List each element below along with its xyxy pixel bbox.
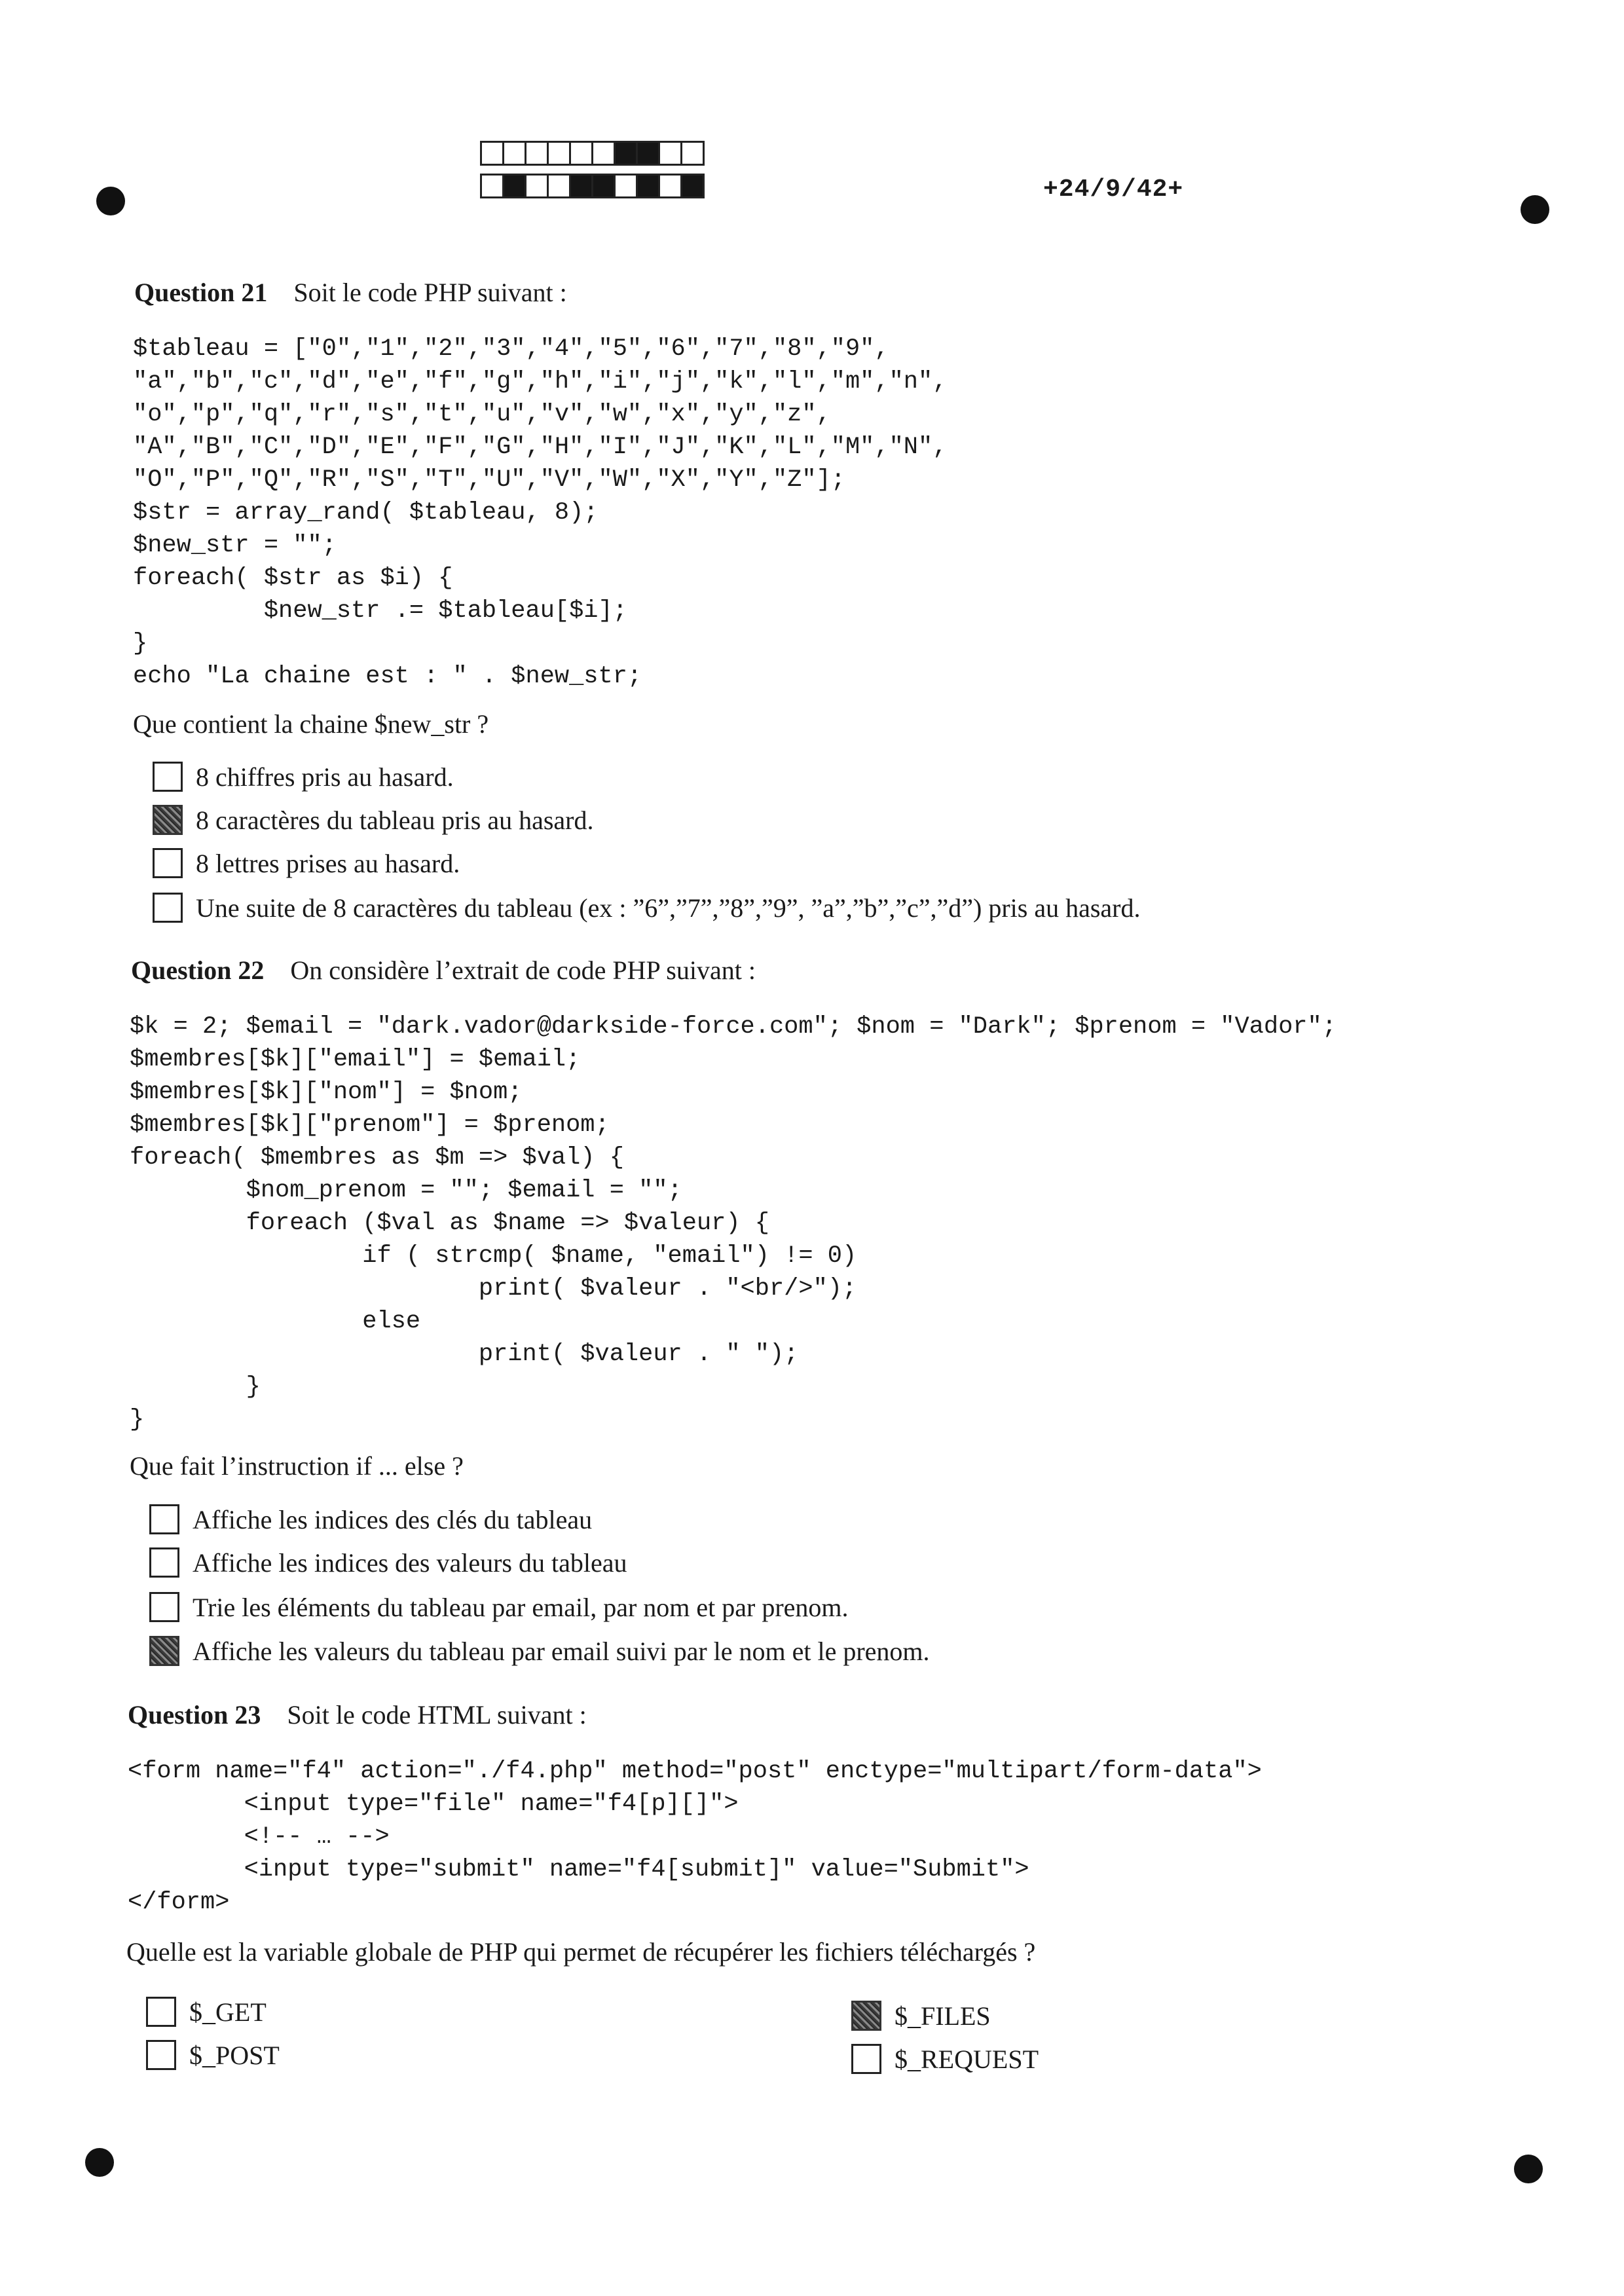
question-title: On considère l’extrait de code PHP suivant : — [290, 955, 756, 985]
barcode-cell — [591, 174, 616, 198]
answer-label: Affiche les indices des clés du tableau — [193, 1504, 593, 1534]
corner-marker-bottom-right — [1514, 2155, 1543, 2183]
answer-option[interactable] — [149, 1590, 849, 1624]
answer-label: 8 chiffres pris au hasard. — [196, 762, 454, 792]
question-23-prompt: Quelle est la variable globale de PHP qui permet de récupérer les fichiers téléchargés ? — [126, 1937, 1036, 1967]
answer-option[interactable] — [146, 1995, 267, 2029]
barcode-cell — [502, 174, 526, 198]
answer-label: 8 lettres prises au hasard. — [196, 848, 460, 878]
barcode-cell — [480, 141, 504, 166]
barcode-cell — [680, 141, 705, 166]
checkbox[interactable] — [153, 805, 183, 835]
answer-option[interactable] — [149, 1634, 930, 1668]
question-21-prompt: Que contient la chaine $new_str ? — [133, 709, 489, 739]
checkbox[interactable] — [851, 2001, 881, 2031]
barcode-cell — [636, 141, 660, 166]
barcode-cell — [480, 174, 504, 198]
barcode-cell — [569, 141, 593, 166]
answer-option[interactable] — [153, 803, 593, 837]
answer-option[interactable] — [146, 2038, 280, 2072]
barcode-cell — [525, 141, 549, 166]
answer-option[interactable] — [153, 760, 454, 794]
answer-option[interactable] — [851, 1999, 991, 2033]
answer-label: $_GET — [189, 1997, 267, 2027]
answer-label: Trie les éléments du tableau par email, par nom et par prenom. — [193, 1592, 849, 1622]
question-21-code: $tableau = ["0","1","2","3","4","5","6","7","8","9", "a","b","c","d","e","f","g","h","i","j","k","l","m","n", "o","p","q","r","s","t","u","v","w","x","y","z", "A","B","C","D","E","F","G","H","I","J","K","L","M","N", "O","P","Q","R","S","T","U","V","W","X","Y","Z"]; $str = array_rand( $tableau, 8); $new_str = ""; foreach( $str as $i) { $new_str .= $tableau[$i]; } echo "La chaine est : " . $new_str; — [133, 335, 948, 690]
barcode-cell — [680, 174, 705, 198]
barcode-cell — [658, 174, 682, 198]
question-number: Question 22 — [131, 955, 265, 985]
answer-label: Affiche les valeurs du tableau par email suivi par le nom et le prenom. — [193, 1636, 930, 1666]
answer-label: $_REQUEST — [895, 2044, 1039, 2074]
answer-option[interactable] — [149, 1502, 592, 1536]
barcode-cell — [525, 174, 549, 198]
answer-label: $_POST — [189, 2040, 280, 2070]
answer-label: Une suite de 8 caractères du tableau (ex : ”6”,”7”,”8”,”9”, ”a”,”b”,”c”,”d”) pris au hasard. — [196, 893, 1141, 923]
answer-option[interactable] — [153, 846, 460, 880]
barcode-cell — [614, 141, 638, 166]
barcode-cell — [658, 141, 682, 166]
question-number: Question 23 — [128, 1700, 261, 1730]
corner-marker-top-left — [96, 187, 125, 215]
page-id-code: +24/9/42+ — [1043, 176, 1184, 204]
answer-option[interactable] — [149, 1546, 627, 1580]
checkbox[interactable] — [153, 848, 183, 878]
barcode-cell — [569, 174, 593, 198]
question-number: Question 21 — [134, 278, 268, 307]
barcode-cell — [502, 141, 526, 166]
question-22-prompt: Que fait l’instruction if ... else ? — [130, 1451, 464, 1481]
question-title: Soit le code HTML suivant : — [287, 1700, 587, 1730]
answer-label: Affiche les indices des valeurs du tableau — [193, 1547, 627, 1578]
corner-marker-bottom-left — [85, 2148, 114, 2177]
question-21-heading — [134, 277, 567, 308]
barcode-cell — [591, 141, 616, 166]
barcode-cell — [547, 141, 571, 166]
barcode-bottom — [480, 174, 703, 198]
corner-marker-top-right — [1521, 195, 1549, 224]
question-22-code: $k = 2; $email = "dark.vador@darkside-force.com"; $nom = "Dark"; $prenom = "Vador"; $membres[$k]["email"] = $email; $membres[$k]["nom"] = $nom; $membres[$k]["prenom"] = $prenom; foreach( $membres as $m => $val) { $nom_prenom = ""; $email = ""; foreach ($val as $name => $valeur) { if ( strcmp( $name, "email") != 0) print( $valeur . "<br/>"); else print( $valeur . " "); } } — [130, 1013, 1337, 1434]
question-title: Soit le code PHP suivant : — [293, 278, 567, 307]
barcode-cell — [547, 174, 571, 198]
checkbox[interactable] — [146, 1997, 176, 2027]
checkbox[interactable] — [153, 762, 183, 792]
question-23-code: <form name="f4" action="./f4.php" method="post" enctype="multipart/form-data"> <input type="file" name="f4[p][]"> <!-- … --> <input type="submit" name="f4[submit]" value="Submit"> </form> — [128, 1758, 1262, 1916]
answer-label: 8 caractères du tableau pris au hasard. — [196, 805, 594, 835]
checkbox[interactable] — [149, 1592, 179, 1622]
checkbox[interactable] — [149, 1636, 179, 1666]
answer-label: $_FILES — [895, 2001, 991, 2031]
checkbox[interactable] — [146, 2040, 176, 2070]
question-23-heading — [128, 1699, 587, 1730]
barcode-top — [480, 141, 703, 166]
answer-option[interactable] — [153, 891, 1141, 925]
checkbox[interactable] — [153, 893, 183, 923]
answer-option[interactable] — [851, 2042, 1039, 2076]
checkbox[interactable] — [149, 1504, 179, 1534]
question-22-heading — [131, 955, 756, 986]
checkbox[interactable] — [149, 1547, 179, 1578]
barcode-cell — [614, 174, 638, 198]
barcode-cell — [636, 174, 660, 198]
checkbox[interactable] — [851, 2044, 881, 2074]
